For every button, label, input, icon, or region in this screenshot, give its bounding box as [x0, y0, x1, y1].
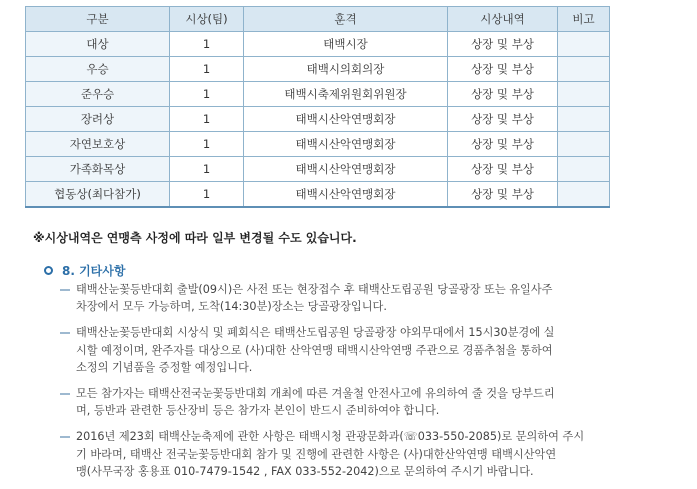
cell-teams: 1	[170, 182, 244, 208]
cell-teams: 1	[170, 132, 244, 157]
cell-remarks	[558, 157, 610, 182]
list-item-line: 태백산눈꽃등반대회 시상식 및 폐회식은 태백산도립공원 당골광장 야외무대에서 15시30분경에 실	[76, 326, 555, 340]
list-item-line: 며, 등반과 관련한 등산장비 등은 참가자 본인이 반드시 준비하여야 합니다.	[76, 404, 440, 418]
table-row	[26, 132, 610, 157]
table-row	[26, 32, 610, 57]
cell-award-details: 상장 및 부상	[448, 157, 558, 182]
header-teams: 시상(팀)	[170, 7, 244, 32]
cell-teams: 1	[170, 57, 244, 82]
header-rank: 훈격	[244, 7, 448, 32]
dash-bullet-icon	[60, 289, 70, 291]
cell-rank: 태백시산악연맹회장	[244, 132, 448, 157]
dash-bullet-icon	[60, 436, 70, 438]
table-row	[26, 82, 610, 107]
cell-award-details: 상장 및 부상	[448, 132, 558, 157]
list-item	[60, 281, 620, 315]
list-item-line: 차장에서 모두 가능하며, 도착(14:30분)장소는 당골광장입니다.	[76, 300, 387, 314]
header-category: 구분	[26, 7, 170, 32]
cell-teams: 1	[170, 32, 244, 57]
circle-bullet-icon	[44, 266, 53, 275]
table-row	[26, 57, 610, 82]
cell-rank: 태백시산악연맹회장	[244, 157, 448, 182]
header-remarks: 비고	[558, 7, 610, 32]
list-item-line: 2016년 제23회 태백산눈축제에 관한 사항은 태백시청 관광문화과(☏033-550-2085)로 문의하여 주시	[76, 430, 585, 444]
list-item-line: 맹(사무국장 홍용표 010-7479-1542 , FAX 033-552-2042)으로 문의하여 주시기 바랍니다.	[76, 464, 534, 478]
cell-category: 우승	[26, 57, 170, 82]
award-change-notice: ※시상내역은 연맹측 사정에 따라 일부 변경될 수도 있습니다.	[33, 231, 357, 245]
section-heading	[44, 262, 125, 279]
cell-rank: 태백시산악연맹회장	[244, 107, 448, 132]
cell-remarks	[558, 57, 610, 82]
cell-remarks	[558, 82, 610, 107]
table-header-row	[26, 7, 610, 32]
table-row	[26, 107, 610, 132]
list-item	[60, 385, 620, 419]
notes-list	[60, 281, 620, 489]
cell-rank: 태백시산악연맹회장	[244, 182, 448, 208]
list-item-line: 소정의 기념품을 증정할 예정입니다.	[76, 360, 253, 374]
cell-category: 협동상(최다참가)	[26, 182, 170, 208]
cell-remarks	[558, 182, 610, 208]
list-item-line: 태백산눈꽃등반대회 출발(09시)은 사전 또는 현장접수 후 태백산도립공원 당골광장 또는 유일사주	[76, 283, 553, 296]
cell-category: 장려상	[26, 107, 170, 132]
cell-rank: 태백시축제위원회위원장	[244, 82, 448, 107]
section-title: 8. 기타사항	[62, 264, 126, 278]
cell-category: 자연보호상	[26, 132, 170, 157]
list-item-line: 시할 예정이며, 완주자를 대상으로 (사)대한 산악연맹 태백시산악연맹 주관으로 경품추첨을 통하여	[76, 343, 553, 357]
cell-category: 가족화목상	[26, 157, 170, 182]
cell-award-details: 상장 및 부상	[448, 32, 558, 57]
cell-category: 준우승	[26, 82, 170, 107]
cell-award-details: 상장 및 부상	[448, 82, 558, 107]
cell-category: 대상	[26, 32, 170, 57]
cell-rank: 태백시장	[244, 32, 448, 57]
cell-award-details: 상장 및 부상	[448, 107, 558, 132]
cell-rank: 태백시의회의장	[244, 57, 448, 82]
awards-table	[25, 6, 610, 208]
cell-award-details: 상장 및 부상	[448, 182, 558, 208]
list-item	[60, 324, 620, 376]
dash-bullet-icon	[60, 393, 70, 395]
cell-teams: 1	[170, 157, 244, 182]
header-award-details: 시상내역	[448, 7, 558, 32]
cell-remarks	[558, 107, 610, 132]
cell-remarks	[558, 132, 610, 157]
cell-teams: 1	[170, 82, 244, 107]
list-item	[60, 428, 620, 480]
cell-teams: 1	[170, 107, 244, 132]
table-row	[26, 182, 610, 208]
cell-remarks	[558, 32, 610, 57]
cell-award-details: 상장 및 부상	[448, 57, 558, 82]
list-item-line: 모든 참가자는 태백산전국눈꽃등반대회 개최에 따른 겨울철 안전사고에 유의하여 줄 것을 당부드리	[76, 387, 555, 401]
dash-bullet-icon	[60, 332, 70, 334]
list-item-line: 기 바라며, 태백산 전국눈꽃등반대회 참가 및 진행에 관련한 사항은 (사)대한산악연맹 태백시산악연	[76, 447, 557, 461]
table-row	[26, 157, 610, 182]
